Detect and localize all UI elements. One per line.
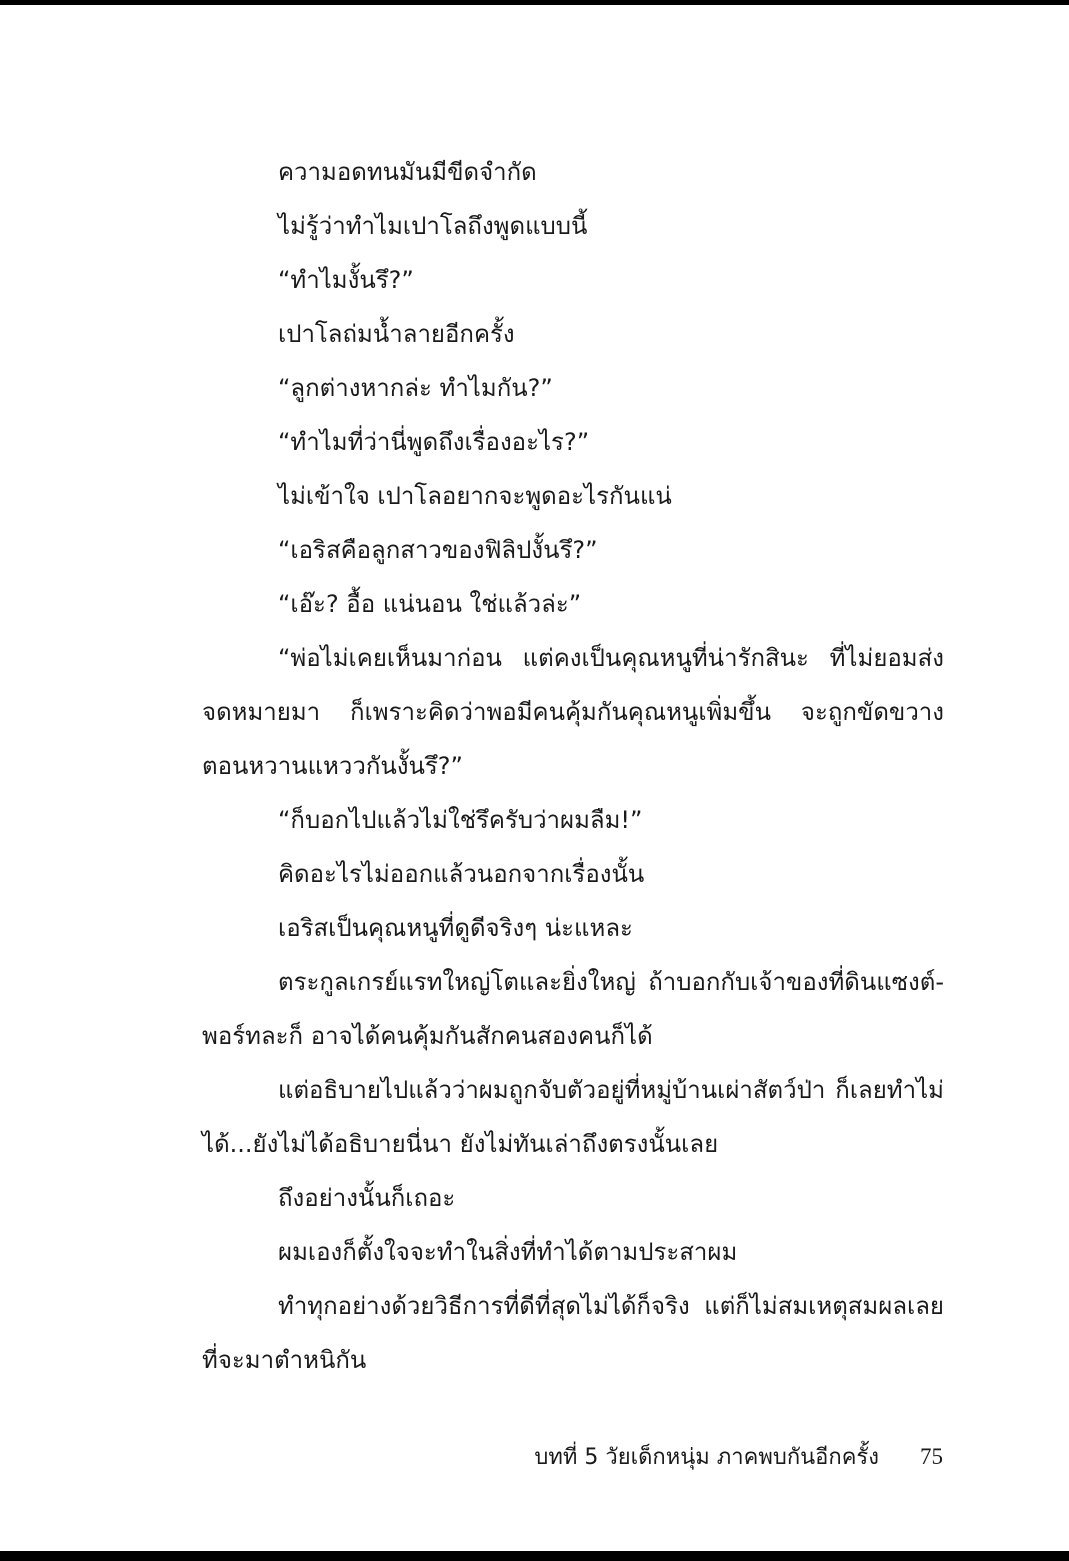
paragraph: “เอริสคือลูกสาวของฟิลิปงั้นรึ?” <box>278 536 598 564</box>
paragraph: ไม่รู้ว่าทำไมเปาโลถึงพูดแบบนี้ <box>278 212 588 240</box>
page-footer <box>534 1442 943 1473</box>
paragraph: ความอดทนมันมีขีดจำกัด <box>278 158 537 186</box>
paragraph: “ทำไมที่ว่านี่พูดถึงเรื่องอะไร?” <box>278 428 590 456</box>
paragraph: “พ่อไม่เคยเห็นมาก่อน แต่คงเป็นคุณหนูที่น่ารักสินะ ที่ไม่ยอมส่งจดหมายมา ก็เพราะคิดว่าพอมีคนคุ้มกันคุณหนูเพิ่มขึ้น จะถูกขัดขวางตอนหวานแหววกันงั้นรึ?” <box>202 644 944 780</box>
paragraph: เอริสเป็นคุณหนูที่ดูดีจริงๆ น่ะแหละ <box>278 914 633 942</box>
paragraph: ถึงอย่างนั้นก็เถอะ <box>278 1184 456 1212</box>
paragraph: แต่อธิบายไปแล้วว่าผมถูกจับตัวอยู่ที่หมู่บ้านเผ่าสัตว์ป่า ก็เลยทำไม่ได้...ยังไม่ได้อธิบายนี่นา ยังไม่ทันเล่าถึงตรงนั้นเลย <box>202 1076 944 1158</box>
bottom-border <box>0 1551 1069 1561</box>
paragraph: “ลูกต่างหากล่ะ ทำไมกัน?” <box>278 374 553 402</box>
paragraph: คิดอะไรไม่ออกแล้วนอกจากเรื่องนั้น <box>278 860 645 888</box>
paragraph: “ทำไมงั้นรึ?” <box>278 266 414 294</box>
paragraph: ไม่เข้าใจ เปาโลอยากจะพูดอะไรกันแน่ <box>278 482 672 510</box>
page-number: 75 <box>920 1444 943 1469</box>
chapter-title: บทที่ 5 วัยเด็กหนุ่ม ภาคพบกันอีกครั้ง <box>534 1445 879 1470</box>
paragraph: “ก็บอกไปแล้วไม่ใช่รึครับว่าผมลืม!” <box>278 806 643 834</box>
top-border <box>0 0 1069 5</box>
paragraph: ตระกูลเกรย์แรทใหญ่โตและยิ่งใหญ่ ถ้าบอกกับเจ้าของที่ดินแซงต์-พอร์ทละก็ อาจได้คนคุ้มกันสักคนสองคนก็ได้ <box>202 968 944 1050</box>
paragraph: ผมเองก็ตั้งใจจะทำในสิ่งที่ทำได้ตามประสาผม <box>278 1238 738 1266</box>
page-body-text <box>202 145 944 1387</box>
paragraph: ทำทุกอย่างด้วยวิธีการที่ดีที่สุดไม่ได้ก็จริง แต่ก็ไม่สมเหตุสมผลเลยที่จะมาตำหนิกัน <box>202 1292 944 1374</box>
paragraph: “เอ๊ะ? อื้อ แน่นอน ใช่แล้วล่ะ” <box>278 590 582 618</box>
paragraph: เปาโลถ่มน้ำลายอีกครั้ง <box>278 320 515 348</box>
